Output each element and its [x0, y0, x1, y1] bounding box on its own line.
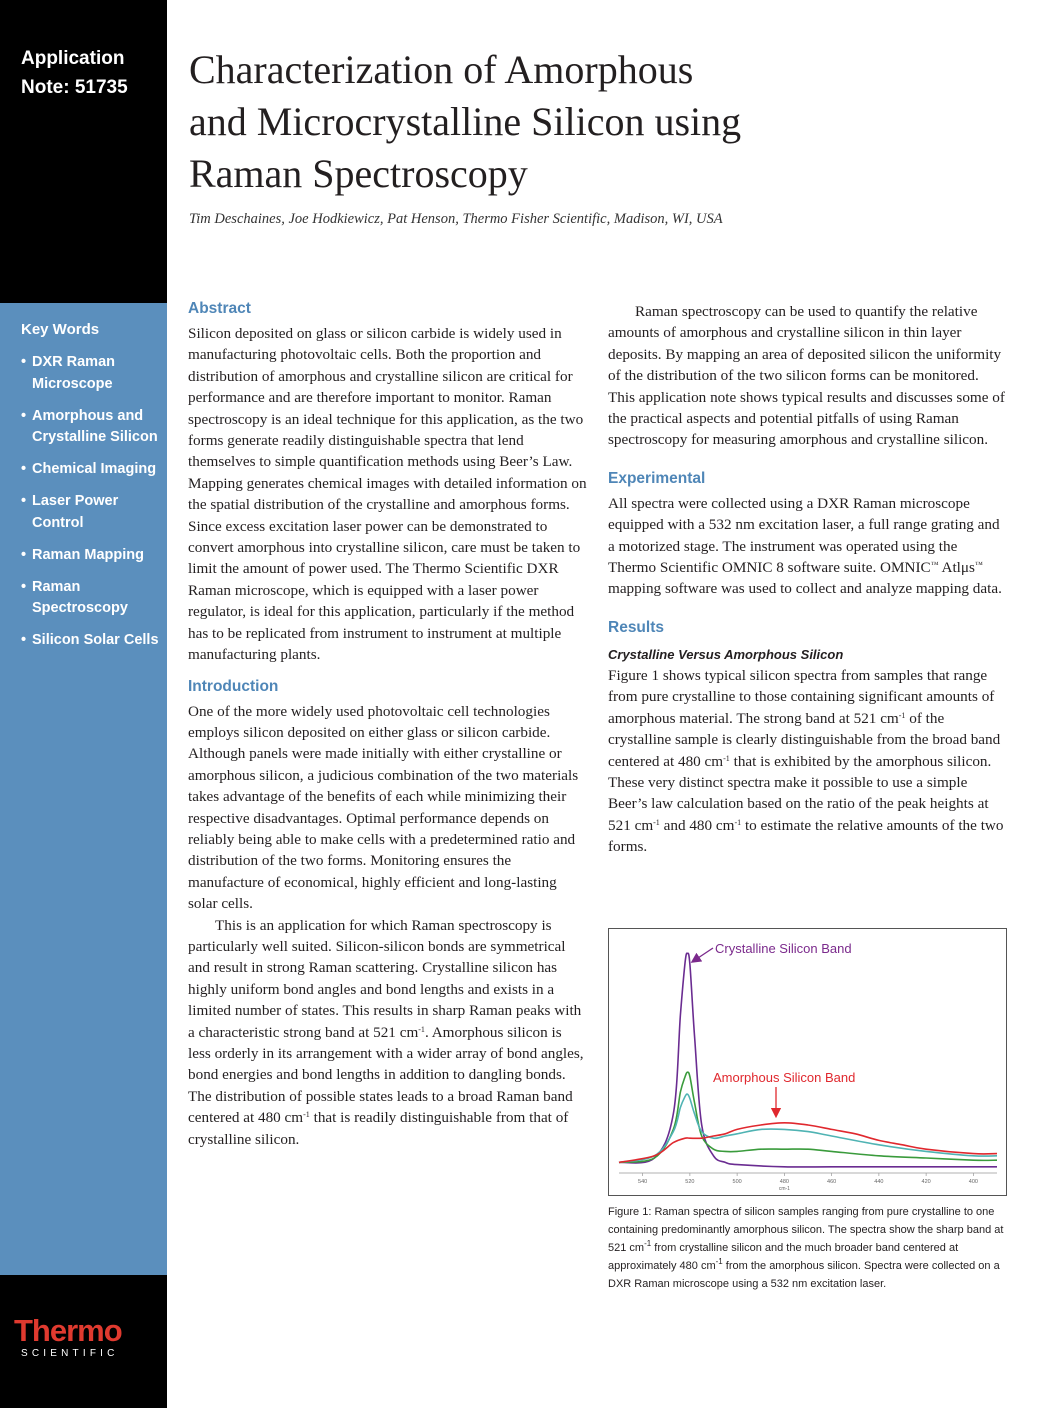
keyword-text: Chemical Imaging	[32, 461, 157, 477]
section-gap	[608, 451, 1007, 468]
experimental-text-part-a: All spectra were collected using a DXR Raman microscope equipped with a 532 nm excitation laser, a full range grating and a motorized stage. The instrument was operated using the Thermo Scientific OMNIC 8 software suite. OMNIC	[608, 494, 1000, 577]
superscript: -1	[653, 817, 660, 827]
spectrum-series-line	[619, 1123, 997, 1163]
caption-part: from the amorphous silicon. Spectra were collected on a DXR Raman microscope using a 532 nm excitation laser.	[608, 1260, 1000, 1290]
figure-caption	[608, 1203, 1013, 1293]
keyword-text: Silicon Solar Cells	[32, 632, 159, 648]
keywords-list	[21, 352, 161, 662]
x-tick-label: 460	[827, 1179, 837, 1185]
raman-spectra-chart	[609, 929, 1006, 1195]
keyword-text: Laser Power	[32, 493, 119, 509]
authors-line: Tim Deschaines, Joe Hodkiewicz, Pat Henson, Thermo Fisher Scientific, Madison, WI, USA	[189, 211, 723, 227]
bullet-icon: •	[21, 407, 27, 424]
results-text-part: of the crystalline sample is clearly distinguishable from the broad band centered at 480 cm	[608, 709, 1001, 770]
superscript: -1	[418, 1024, 425, 1034]
spectrum-series-line	[619, 953, 997, 1167]
x-tick-label: 400	[968, 1179, 978, 1185]
keyword-item	[21, 577, 161, 620]
bullet-icon: •	[21, 461, 27, 477]
keyword-text: Control	[32, 514, 84, 531]
keyword-text: Amorphous and	[32, 407, 144, 424]
trademark: ™	[930, 560, 939, 570]
keyword-item	[21, 545, 161, 567]
title-line-3: Raman Spectroscopy	[189, 151, 528, 196]
results-text-part: to estimate the relative amounts of the two forms.	[608, 816, 1004, 856]
keyword-text: DXR Raman	[32, 354, 115, 370]
intro-p2-part-b: . Amorphous silicon is less orderly in its arrangement with a wider array of bond angles, bond energies and bond lengths in addition to dangling bonds. The distribution of possible states leads to a broad Raman band centered at 480 cm	[188, 1023, 584, 1127]
intro-p2-part-c: that is readily distinguishable from that of crystalline silicon.	[188, 1109, 569, 1148]
introduction-paragraph-2	[188, 915, 587, 1150]
experimental-text	[608, 493, 1007, 600]
crystalline-arrow	[695, 948, 713, 960]
page-title	[189, 44, 889, 200]
keyword-text: Raman	[32, 578, 81, 595]
crystalline-band-label: Crystalline Silicon Band	[715, 941, 852, 956]
thermo-scientific-logo	[14, 1314, 122, 1359]
results-text-part: and 480 cm	[659, 816, 735, 834]
experimental-text-part-c: mapping software was used to collect and analyze mapping data.	[608, 580, 1002, 598]
bullet-icon: •	[21, 354, 27, 370]
experimental-text-part-b: Atlμs	[938, 559, 975, 577]
bullet-icon: •	[21, 546, 27, 563]
x-axis-unit: cm-1	[778, 1186, 790, 1192]
results-heading: Results	[608, 618, 664, 636]
keyword-text: Spectroscopy	[32, 600, 128, 616]
series-layer	[619, 953, 997, 1167]
keyword-text: Crystalline Silicon	[32, 429, 158, 445]
superscript: -1	[644, 1239, 652, 1248]
abstract-heading: Abstract	[188, 300, 251, 317]
keyword-item	[21, 491, 161, 534]
keyword-item	[21, 352, 161, 395]
logo-subtitle: SCIENTIFIC	[21, 1348, 119, 1359]
x-axis	[619, 1173, 997, 1192]
section-gap	[608, 600, 1007, 617]
caption-part: from crystalline silicon and the much broader band centered at approximately 480 cm	[608, 1242, 959, 1272]
results-text-part: Figure 1 shows typical silicon spectra from samples that range from pure crystalline to those containing significant amounts of amorphous material. The strong band at 521 cm	[608, 666, 995, 727]
trademark: ™	[974, 560, 983, 570]
introduction-heading: Introduction	[188, 677, 279, 695]
spectrum-series-line	[619, 1094, 997, 1162]
experimental-heading: Experimental	[608, 469, 706, 487]
x-tick-label: 520	[685, 1179, 695, 1185]
title-line-1: Characterization of Amorphous	[189, 47, 694, 92]
results-text-part: that is exhibited by the amorphous silicon. These very distinct spectra make it possible to use a simple Beer’s law calculation based on the ratio of the peak heights at 521 cm	[608, 752, 992, 834]
introduction-paragraph-1: One of the more widely used photovoltaic cell technologies employs silicon deposited on either glass or silicon carbide. Although panels were made initially with either crystalline or amorphous silicon, a judicious combination of the two materials takes advantage of the benefits of each while minimizing their respective disadvantages. Optimal performance depends on reliably being able to make cells with a predetermined ratio and distribution of the two forms. Monitoring ensures the manufacture of economical, highly efficient and long-lasting solar cells.	[188, 702, 579, 913]
x-tick-label: 540	[638, 1179, 648, 1185]
intro-p2-part-a: This is an application for which Raman spectroscopy is particularly well suited. Silicon-silicon bonds are symmetrical and result in strong Raman scattering. Crystalline silicon has highly uniform bond angles and bond lengths and exists in a limited number of states. This results in sharp Raman peaks with a characteristic strong band at 521 cm	[188, 916, 582, 1041]
superscript: -1	[723, 753, 730, 763]
superscript: -1	[898, 710, 906, 720]
application-note-number	[21, 44, 128, 102]
title-line-2: and Microcrystalline Silicon using	[189, 99, 742, 144]
section-gap	[188, 666, 587, 676]
logo-wordmark: Thermo	[14, 1313, 122, 1348]
bullet-icon: •	[21, 493, 27, 509]
bullet-icon: •	[21, 578, 27, 595]
left-column	[188, 298, 587, 1150]
app-note-line-2: Note: 51735	[21, 77, 128, 98]
x-tick-label: 480	[779, 1179, 789, 1185]
keywords-heading: Key Words	[21, 321, 100, 338]
caption-part: Figure 1: Raman spectra of silicon samples ranging from pure crystalline to one containing predominantly amorphous silicon. The spectra show the sharp band at 521 cm	[608, 1206, 1004, 1254]
right-intro-paragraph: Raman spectroscopy can be used to quantify the relative amounts of amorphous and crystalline silicon in thin layer deposits. By mapping an area of deposited silicon the uniformity of the distribution of the two silicon forms can be monitored. This application note shows typical results and discusses some of the practical aspects and potential pitfalls of using Raman spectroscopy for measuring amorphous and crystalline silicon.	[608, 303, 1005, 449]
keyword-item	[21, 630, 161, 652]
superscript: -1	[734, 817, 742, 827]
figure-1-chart	[608, 928, 1007, 1196]
x-tick-label: 420	[921, 1179, 931, 1185]
x-tick-label: 440	[874, 1179, 884, 1185]
superscript: -1	[303, 1110, 310, 1120]
superscript: -1	[715, 1257, 723, 1266]
abstract-text: Silicon deposited on glass or silicon carbide is widely used in manufacturing photovoltaic cells. Both the proportion and distribution of amorphous and crystalline silicon are critical for performance and are therefore important to monitor. Raman spectroscopy is an ideal technique for this application, as the two forms generate readily distinguishable spectra that lend themselves to simple quantification methods using Beer’s Law. Mapping generates chemical images with detailed information on the spatial distribution of the crystalline and amorphous forms. Since excess excitation laser power can be demonstrated to convert amorphous into crystalline silicon, care must be taken to limit the amount of power used. The Thermo Scientific DXR Raman microscope, which is equipped with a laser power regulator, is ideal for this application, particularly if the method has to be replicated from instrument to instrument at multiple manufacturing plants.	[188, 325, 587, 664]
app-note-line-1: Application	[21, 48, 125, 69]
keyword-text: Microscope	[32, 375, 113, 392]
results-text	[608, 665, 1007, 858]
keyword-text: Raman Mapping	[32, 546, 144, 563]
bullet-icon: •	[21, 632, 27, 648]
x-tick-label: 500	[732, 1179, 742, 1185]
right-column	[608, 298, 1007, 858]
keyword-item	[21, 459, 161, 481]
results-subheading: Crystalline Versus Amorphous Silicon	[608, 646, 844, 662]
amorphous-band-label: Amorphous Silicon Band	[713, 1070, 856, 1085]
keyword-item	[21, 406, 161, 449]
